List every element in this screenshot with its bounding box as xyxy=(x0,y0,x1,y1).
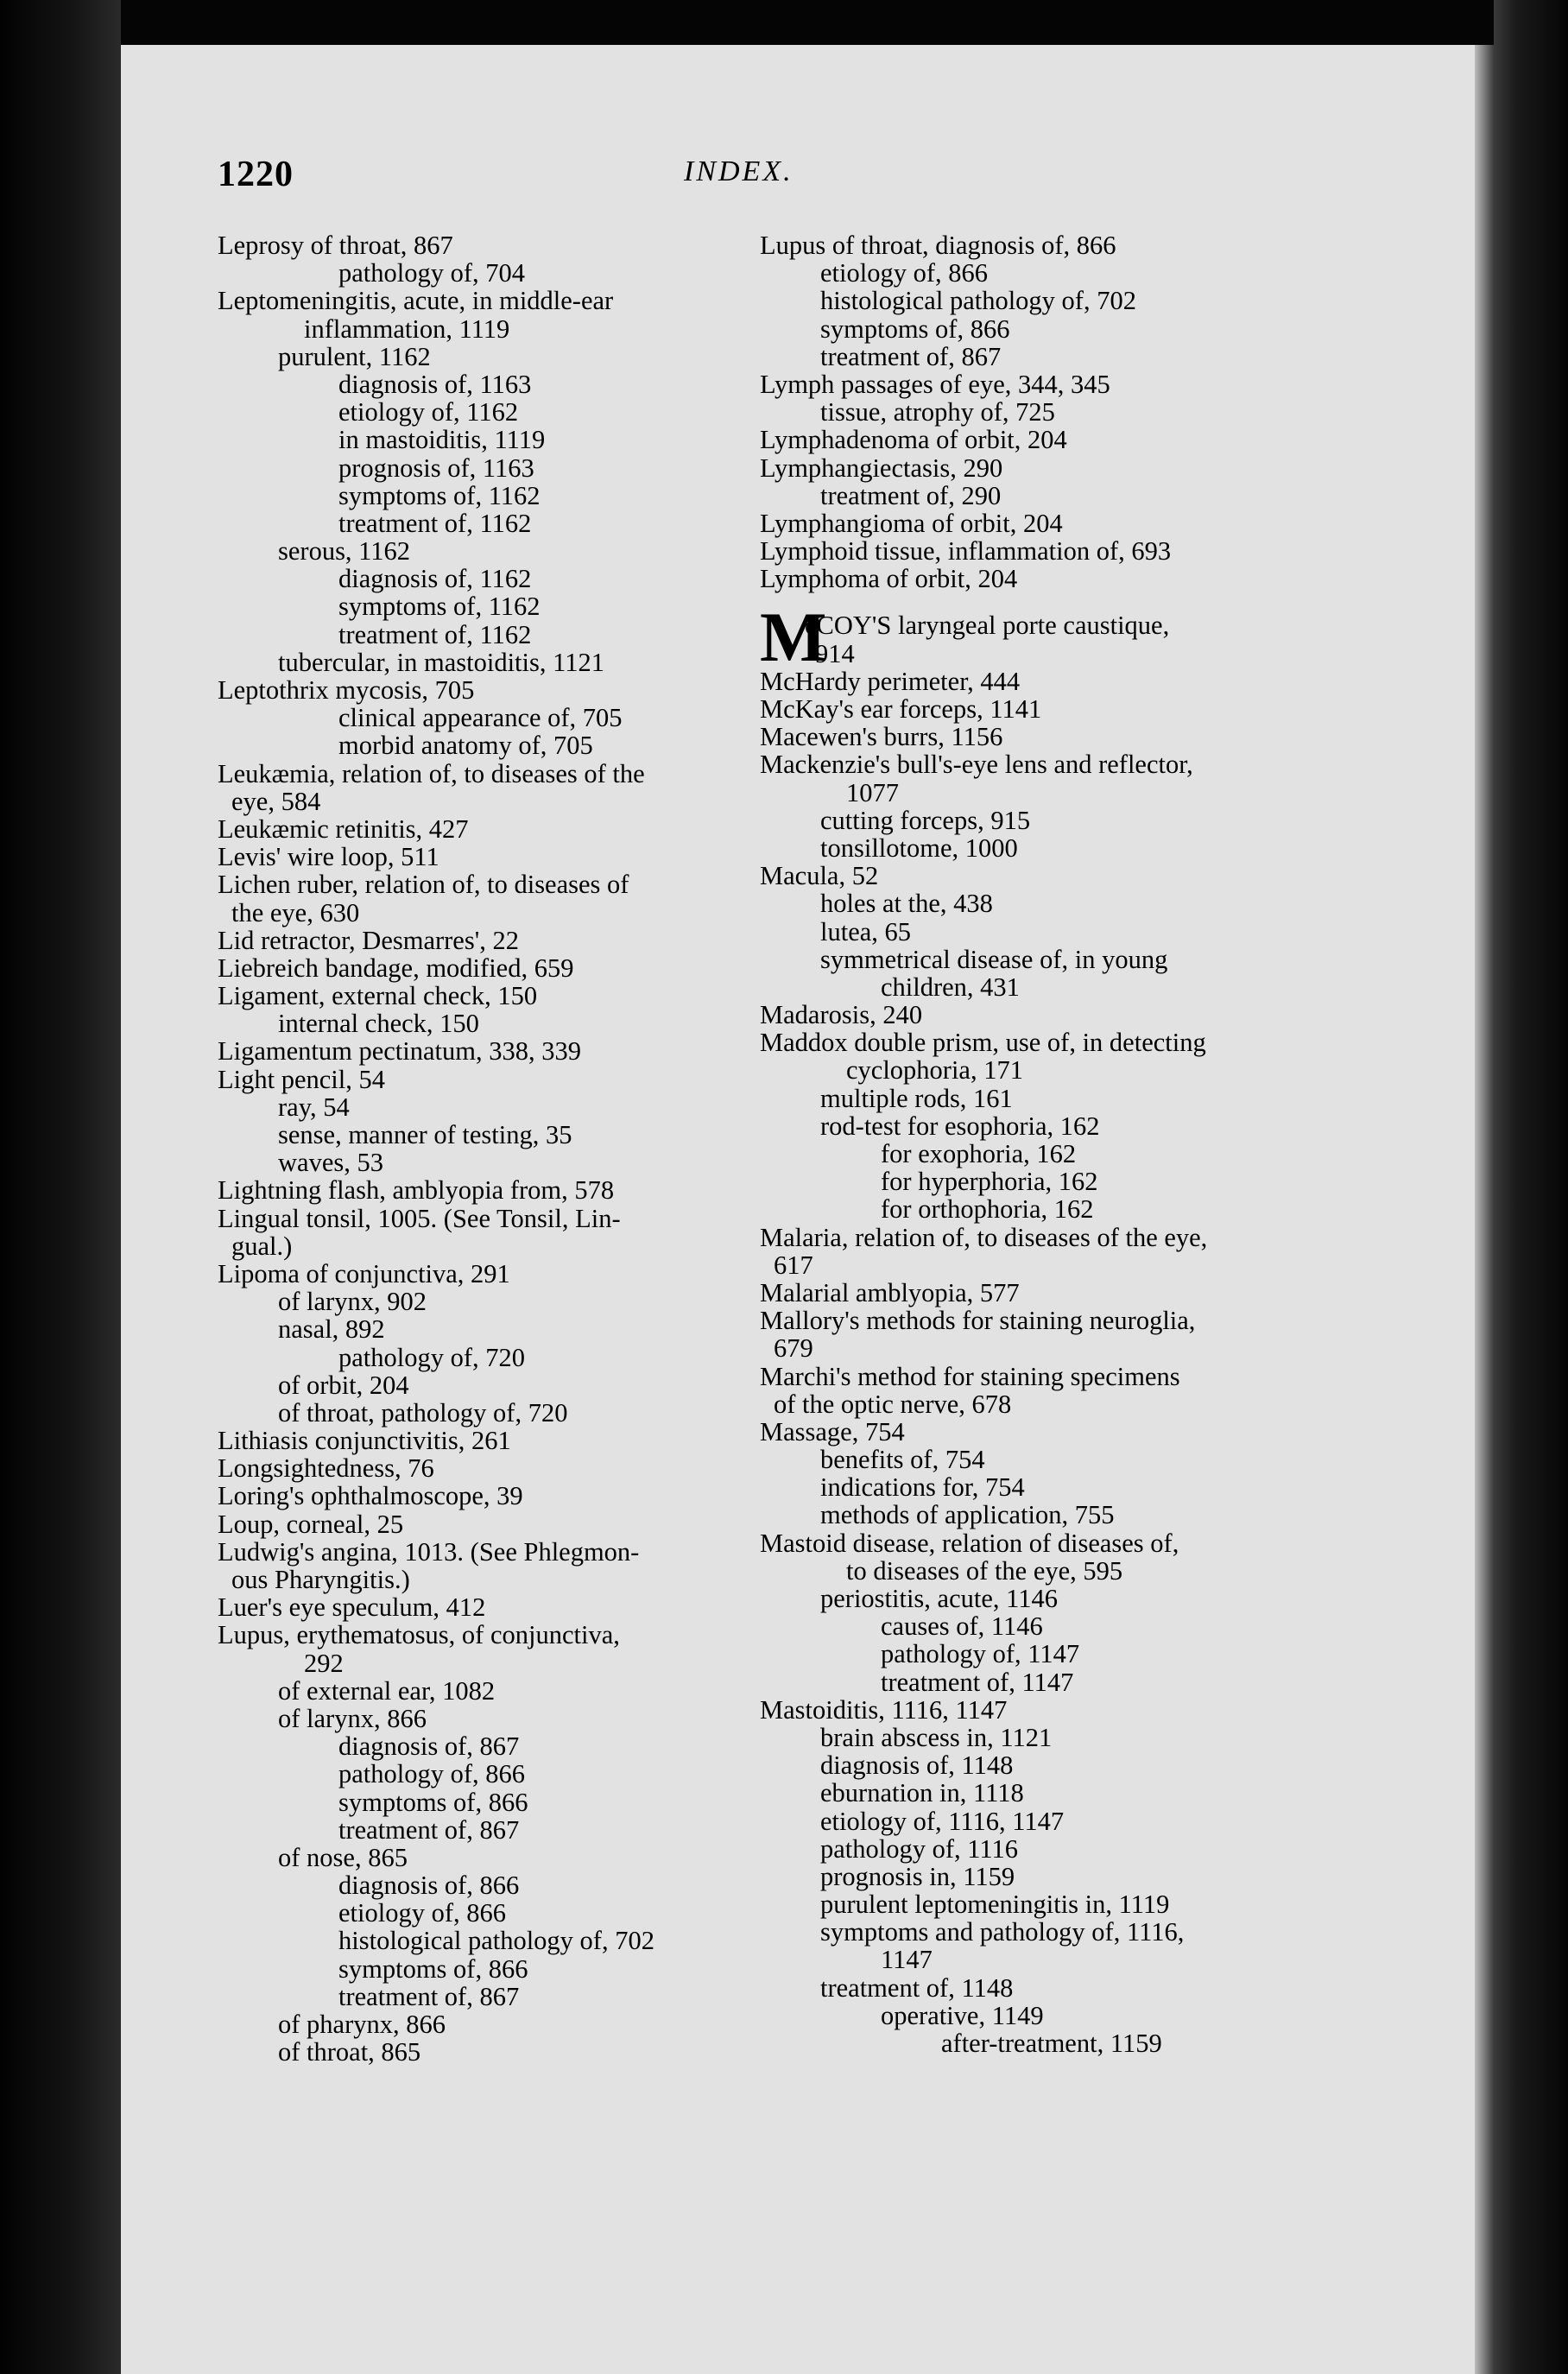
entry-continuation: ous Pharyngitis.) xyxy=(231,1565,410,1594)
index-subentry: pathology of, 866 xyxy=(338,1759,526,1789)
index-entry: Malarial amblyopia, 577 xyxy=(760,1277,1020,1307)
entry-continuation: gual.) xyxy=(231,1231,293,1261)
scan-border-top xyxy=(0,0,1568,45)
index-subentry: etiology of, 866 xyxy=(820,258,988,288)
index-entry: Lymph passages of eye, 344, 345 xyxy=(760,369,1110,399)
index-subentry: histological pathology of, 702 xyxy=(820,286,1136,316)
index-entry: McKay's ear forceps, 1141 xyxy=(760,694,1042,724)
scan-border-right xyxy=(1494,0,1568,2374)
index-entry: Light pencil, 54 xyxy=(218,1064,385,1094)
index-subentry: etiology of, 1116, 1147 xyxy=(820,1806,1065,1836)
entry-continuation: 617 xyxy=(774,1250,813,1280)
index-subentry: histological pathology of, 702 xyxy=(338,1926,654,1956)
entry-continuation: 679 xyxy=(774,1333,813,1364)
index-entry: Lightning flash, amblyopia from, 578 xyxy=(218,1175,615,1206)
index-subentry: of throat, 865 xyxy=(278,2037,421,2067)
index-entry: Mackenzie's bull's-eye lens and reflector, xyxy=(760,750,1193,780)
index-subentry: diagnosis of, 866 xyxy=(338,1871,520,1901)
entry-continuation: of the optic nerve, 678 xyxy=(774,1389,1012,1419)
index-entry: Lymphoma of orbit, 204 xyxy=(760,564,1018,594)
index-subentry: brain abscess in, 1121 xyxy=(820,1722,1053,1752)
index-entry: Longsightedness, 76 xyxy=(218,1453,434,1484)
index-entry: Lipoma of conjunctiva, 291 xyxy=(218,1258,510,1288)
index-entry: Lymphadenoma of orbit, 204 xyxy=(760,425,1067,455)
index-subentry: eburnation in, 1118 xyxy=(820,1778,1024,1808)
index-subentry: symptoms and pathology of, 1116, xyxy=(820,1917,1185,1947)
index-subentry: clinical appearance of, 705 xyxy=(338,703,623,733)
index-entry: Mastoid disease, relation of diseases of, xyxy=(760,1528,1179,1558)
index-subentry: treatment of, 867 xyxy=(820,341,1002,371)
index-entry: Ligamentum pectinatum, 338, 339 xyxy=(218,1036,581,1067)
index-subentry: periostitis, acute, 1146 xyxy=(820,1584,1059,1613)
index-subentry: holes at the, 438 xyxy=(820,889,993,919)
index-entry: Massage, 754 xyxy=(760,1416,905,1447)
index-entry: Liebreich bandage, modified, 659 xyxy=(218,953,574,983)
index-subentry: treatment of, 867 xyxy=(338,1981,520,2011)
index-entry: Lupus, erythematosus, of conjunctiva, xyxy=(218,1620,620,1650)
index-entry: Ligament, external check, 150 xyxy=(218,981,538,1011)
index-entries-l-section xyxy=(760,231,1416,592)
drop-cap-letter: M xyxy=(760,598,827,677)
index-subentry: of larynx, 866 xyxy=(278,1703,427,1733)
index-entry: Macewen's burrs, 1156 xyxy=(760,722,1003,752)
entry-continuation: 292 xyxy=(304,1648,344,1678)
index-subentry: symptoms of, 866 xyxy=(338,1787,528,1817)
index-subentry: indications for, 754 xyxy=(820,1472,1025,1503)
index-subentry: benefits of, 754 xyxy=(820,1445,985,1475)
index-subentry: symmetrical disease of, in young xyxy=(820,944,1168,974)
index-subentry: children, 431 xyxy=(881,972,1020,1002)
entry-continuation: 1077 xyxy=(846,777,899,807)
index-subentry: pathology of, 1116 xyxy=(820,1833,1019,1864)
index-entry: Leprosy of throat, 867 xyxy=(218,231,453,260)
index-subentry: operative, 1149 xyxy=(881,2000,1044,2030)
index-subentry: methods of application, 755 xyxy=(820,1500,1115,1530)
index-subentry: morbid anatomy of, 705 xyxy=(338,731,593,761)
index-subentry: diagnosis of, 1162 xyxy=(338,564,532,594)
index-entry: Lymphangioma of orbit, 204 xyxy=(760,508,1063,538)
index-subentry: treatment of, 1162 xyxy=(338,508,532,538)
index-entry: Lupus of throat, diagnosis of, 866 xyxy=(760,231,1116,260)
index-subentry: treatment of, 1147 xyxy=(881,1667,1074,1697)
index-subentry: cutting forceps, 915 xyxy=(820,805,1031,835)
index-subentry: of pharynx, 866 xyxy=(278,2010,446,2039)
index-subentry: of nose, 865 xyxy=(278,1842,408,1872)
index-entry: Mallory's methods for staining neuroglia, xyxy=(760,1306,1196,1336)
index-subentry: symptoms of, 1162 xyxy=(338,480,541,510)
index-entry: Lid retractor, Desmarres', 22 xyxy=(218,925,519,955)
index-column-right xyxy=(760,231,1416,2057)
index-subentry: purulent, 1162 xyxy=(278,341,431,371)
index-subentry: sense, manner of testing, 35 xyxy=(278,1120,572,1149)
index-subentry: nasal, 892 xyxy=(278,1314,385,1345)
index-subentry: diagnosis of, 867 xyxy=(338,1731,520,1762)
index-entry: Madarosis, 240 xyxy=(760,1000,923,1030)
index-entry: Ludwig's angina, 1013. (See Phlegmon- xyxy=(218,1536,640,1567)
index-entry: Leukæmic retinitis, 427 xyxy=(218,813,469,844)
index-subentry: diagnosis of, 1148 xyxy=(820,1750,1014,1781)
index-entry: Lymphangiectasis, 290 xyxy=(760,453,1003,483)
index-entry: McHardy perimeter, 444 xyxy=(760,666,1021,696)
entry-continuation: eye, 584 xyxy=(231,786,321,816)
index-subentry: diagnosis of, 1163 xyxy=(338,369,532,399)
index-entry: Lithiasis conjunctivitis, 261 xyxy=(218,1426,511,1456)
index-entry: Leukæmia, relation of, to diseases of the xyxy=(218,758,645,788)
index-entry: Maddox double prism, use of, in detecting xyxy=(760,1028,1206,1058)
page-number: 1220 xyxy=(218,155,294,194)
index-subentry: tubercular, in mastoiditis, 1121 xyxy=(278,647,604,677)
index-subentry: serous, 1162 xyxy=(278,536,411,567)
index-subentry: in mastoiditis, 1119 xyxy=(338,425,546,455)
index-entry: Mastoiditis, 1116, 1147 xyxy=(760,1694,1008,1725)
index-subentry: treatment of, 1162 xyxy=(338,619,532,649)
index-subentry: tonsillotome, 1000 xyxy=(820,832,1018,863)
entry-continuation: inflammation, 1119 xyxy=(304,313,510,344)
index-subentry: after-treatment, 1159 xyxy=(941,2029,1162,2058)
page-edge-shadow xyxy=(1475,45,1494,2374)
index-subentry: treatment of, 290 xyxy=(820,480,1002,510)
entry-text: cCOY'S laryngeal porte caustique, xyxy=(805,611,1170,641)
index-subentry: ray, 54 xyxy=(278,1092,350,1122)
index-subentry: etiology of, 1162 xyxy=(338,397,519,427)
scan-border-left xyxy=(0,0,121,2374)
index-entry: Macula, 52 xyxy=(760,861,879,891)
index-entry: Loup, corneal, 25 xyxy=(218,1509,404,1539)
index-entry: Malaria, relation of, to diseases of the eye, xyxy=(760,1222,1208,1252)
entry-continuation: the eye, 630 xyxy=(231,897,360,927)
index-subentry: symptoms of, 866 xyxy=(338,1953,528,1984)
index-subentry: symptoms of, 1162 xyxy=(338,592,541,622)
index-subentry: for orthophoria, 162 xyxy=(881,1194,1094,1225)
index-subentry: of throat, pathology of, 720 xyxy=(278,1397,568,1428)
index-subentry: pathology of, 720 xyxy=(338,1342,526,1372)
index-entry: Leptothrix mycosis, 705 xyxy=(218,675,475,705)
index-entry: Loring's ophthalmoscope, 39 xyxy=(218,1481,523,1511)
index-entry: Luer's eye speculum, 412 xyxy=(218,1592,486,1623)
index-entry: Marchi's method for staining specimens xyxy=(760,1361,1180,1391)
running-head: INDEX. xyxy=(684,155,793,187)
index-subentry: of larynx, 902 xyxy=(278,1287,427,1317)
index-entry: Lymphoid tissue, inflammation of, 693 xyxy=(760,536,1172,567)
index-entries-m-section xyxy=(760,668,1416,2057)
index-subentry: internal check, 150 xyxy=(278,1009,479,1039)
index-subentry: causes of, 1146 xyxy=(881,1611,1043,1642)
index-entry: Leptomeningitis, acute, in middle-ear xyxy=(218,286,614,316)
entry-continuation: cyclophoria, 171 xyxy=(846,1055,1023,1086)
index-subentry: for exophoria, 162 xyxy=(881,1139,1077,1168)
index-subentry: 1147 xyxy=(881,1945,933,1975)
index-subentry: lutea, 65 xyxy=(820,916,912,946)
section-gap xyxy=(760,592,1416,611)
index-entry: Lingual tonsil, 1005. (See Tonsil, Lin- xyxy=(218,1203,621,1233)
index-subentry: etiology of, 866 xyxy=(338,1898,506,1928)
index-entry: Lichen ruber, relation of, to diseases of xyxy=(218,870,629,900)
entry-continuation: to diseases of the eye, 595 xyxy=(846,1555,1123,1586)
index-entry: Levis' wire loop, 511 xyxy=(218,842,439,872)
index-subentry: prognosis of, 1163 xyxy=(338,453,534,483)
index-subentry: pathology of, 704 xyxy=(338,258,526,288)
index-subentry: pathology of, 1147 xyxy=(881,1639,1080,1669)
index-subentry: treatment of, 867 xyxy=(338,1814,520,1845)
index-subentry: symptoms of, 866 xyxy=(820,313,1010,344)
index-subentry: waves, 53 xyxy=(278,1148,383,1178)
index-subentry: treatment of, 1148 xyxy=(820,1972,1014,2003)
index-subentry: of external ear, 1082 xyxy=(278,1675,496,1706)
entry-continuation: 914 xyxy=(815,638,855,668)
index-subentry: purulent leptomeningitis in, 1119 xyxy=(820,1890,1170,1920)
index-subentry: for hyperphoria, 162 xyxy=(881,1167,1098,1197)
index-subentry: prognosis in, 1159 xyxy=(820,1861,1015,1891)
index-subentry: rod-test for esophoria, 162 xyxy=(820,1111,1100,1141)
index-subentry: of orbit, 204 xyxy=(278,1370,409,1400)
index-subentry: multiple rods, 161 xyxy=(820,1083,1013,1113)
index-subentry: tissue, atrophy of, 725 xyxy=(820,397,1055,427)
